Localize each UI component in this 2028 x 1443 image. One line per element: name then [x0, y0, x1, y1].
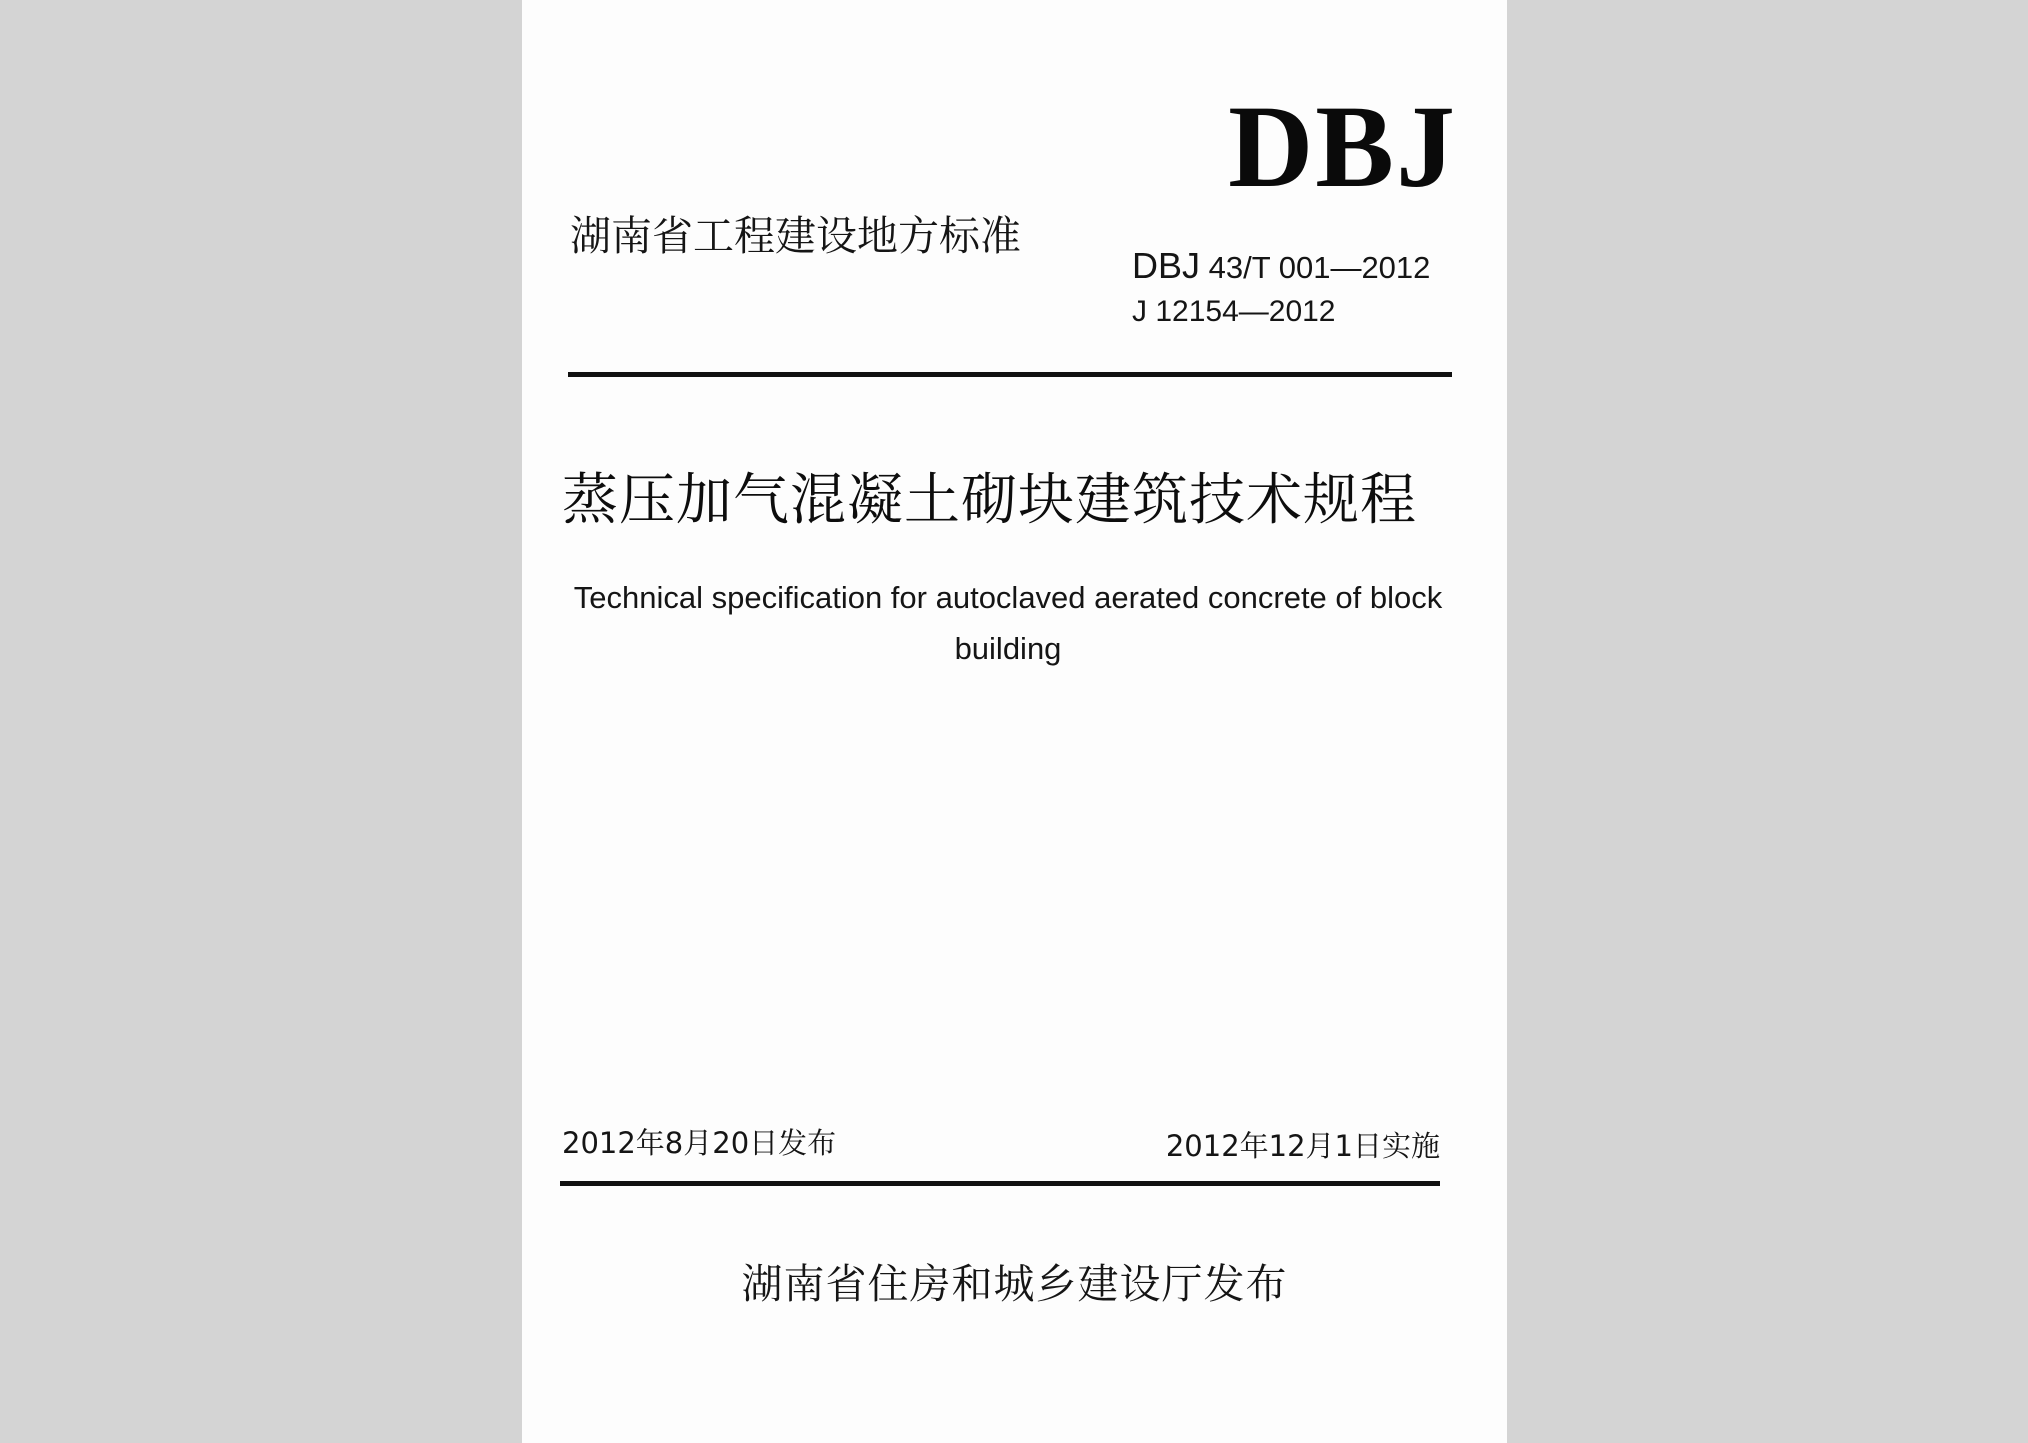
top-divider	[568, 372, 1452, 377]
standard-number-prefix: DBJ	[1132, 245, 1201, 286]
title-chinese: 蒸压加气混凝土砌块建筑技术规程	[562, 468, 1417, 533]
effective-date: 2012年12月1日实施	[1165, 1129, 1440, 1163]
title-english: Technical specification for autoclaved aerated concrete of block building	[573, 580, 1443, 666]
issue-date: 2012年8月20日发布	[562, 1126, 837, 1160]
standard-number	[1132, 246, 1430, 286]
record-number: J 12154—2012	[1132, 295, 1336, 328]
standard-category: 湖南省工程建设地方标准	[570, 212, 1021, 260]
issuing-authority: 湖南省住房和城乡建设厅发布	[741, 1260, 1288, 1308]
dbj-logo: DBJ	[1228, 81, 1457, 212]
bottom-divider	[560, 1181, 1440, 1186]
document-cover-page	[522, 0, 1507, 1443]
standard-number-code: 43/T 001—2012	[1208, 250, 1431, 285]
